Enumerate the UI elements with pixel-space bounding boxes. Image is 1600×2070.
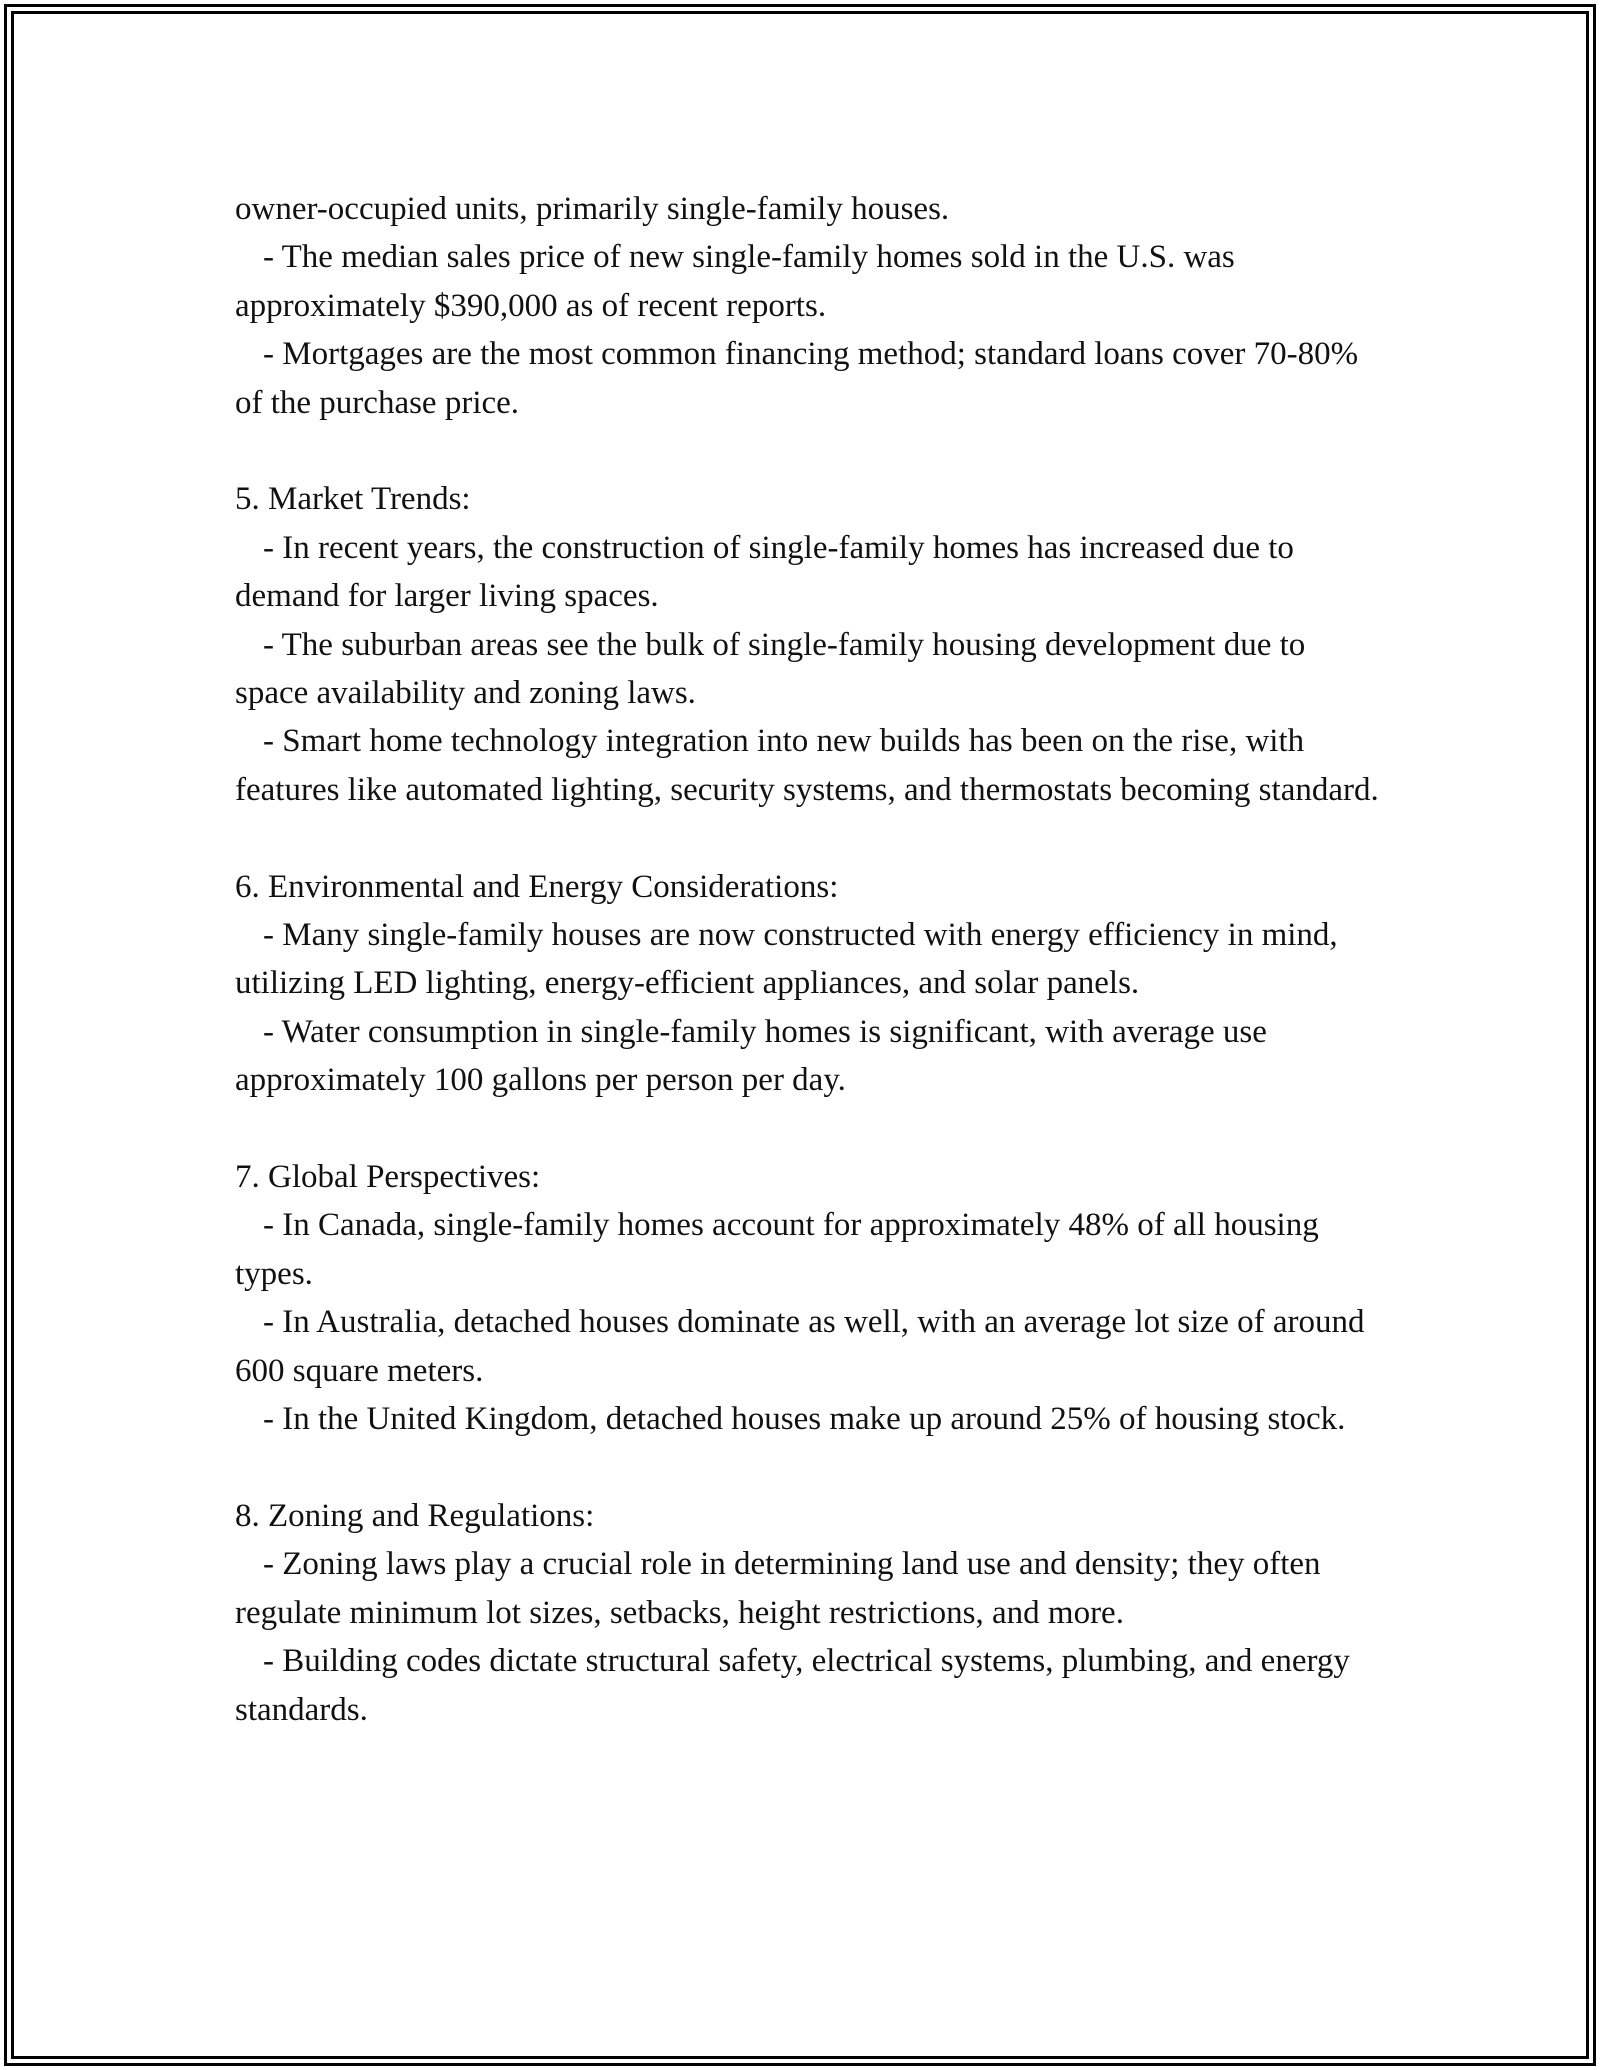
- section-bullet: - In recent years, the construction of single-family homes has increased due to demand for larger living spaces.: [235, 529, 1294, 615]
- intro-bullet: - The median sales price of new single-family homes sold in the U.S. was approximately $390,000 as of recent reports.: [235, 239, 1235, 324]
- section-heading: 6. Environmental and Energy Considerations:: [235, 868, 839, 905]
- section-zoning-regulations: [235, 1492, 1385, 1734]
- section-spacer: [235, 814, 1385, 862]
- section-bullet: - Building codes dictate structural safety, electrical systems, plumbing, and energy standards.: [235, 1643, 1350, 1728]
- document-body: [235, 185, 1385, 1734]
- section-bullet: - In the United Kingdom, detached houses make up around 25% of housing stock.: [263, 1401, 1346, 1438]
- section-heading: 8. Zoning and Regulations:: [235, 1497, 595, 1534]
- section-bullet: - In Canada, single-family homes account for approximately 48% of all housing types.: [235, 1207, 1319, 1292]
- section-bullet: - In Australia, detached houses dominate as well, with an average lot size of around 600 square meters.: [235, 1304, 1365, 1389]
- intro-continuation: owner-occupied units, primarily single-family houses.: [235, 191, 950, 227]
- section-spacer: [235, 1444, 1385, 1492]
- section-spacer: [235, 1105, 1385, 1153]
- section-bullet: - The suburban areas see the bulk of single-family housing development due to space availability and zoning laws.: [235, 626, 1306, 712]
- section-spacer: [235, 427, 1385, 475]
- section-environmental-energy: [235, 863, 1385, 1105]
- section-global-perspectives: [235, 1153, 1385, 1443]
- section-heading: 5. Market Trends:: [235, 481, 471, 518]
- section-bullet: - Many single-family houses are now constructed with energy efficiency in mind, utilizing LED lighting, energy-efficient appliances, and solar panels.: [235, 917, 1338, 1002]
- section-bullet: - Smart home technology integration into new builds has been on the rise, with features like automated lighting, security systems, and thermostats becoming standard.: [235, 723, 1379, 808]
- section-heading: 7. Global Perspectives:: [235, 1159, 541, 1196]
- intro-bullet: - Mortgages are the most common financing method; standard loans cover 70-80% of the purchase price.: [235, 336, 1359, 421]
- section-bullet: - Zoning laws play a crucial role in determining land use and density; they often regulate minimum lot sizes, setbacks, height restrictions, and more.: [235, 1546, 1321, 1631]
- section-bullet: - Water consumption in single-family homes is significant, with average use approximately 100 gallons per person per day.: [235, 1013, 1267, 1099]
- section-market-trends: [235, 475, 1385, 814]
